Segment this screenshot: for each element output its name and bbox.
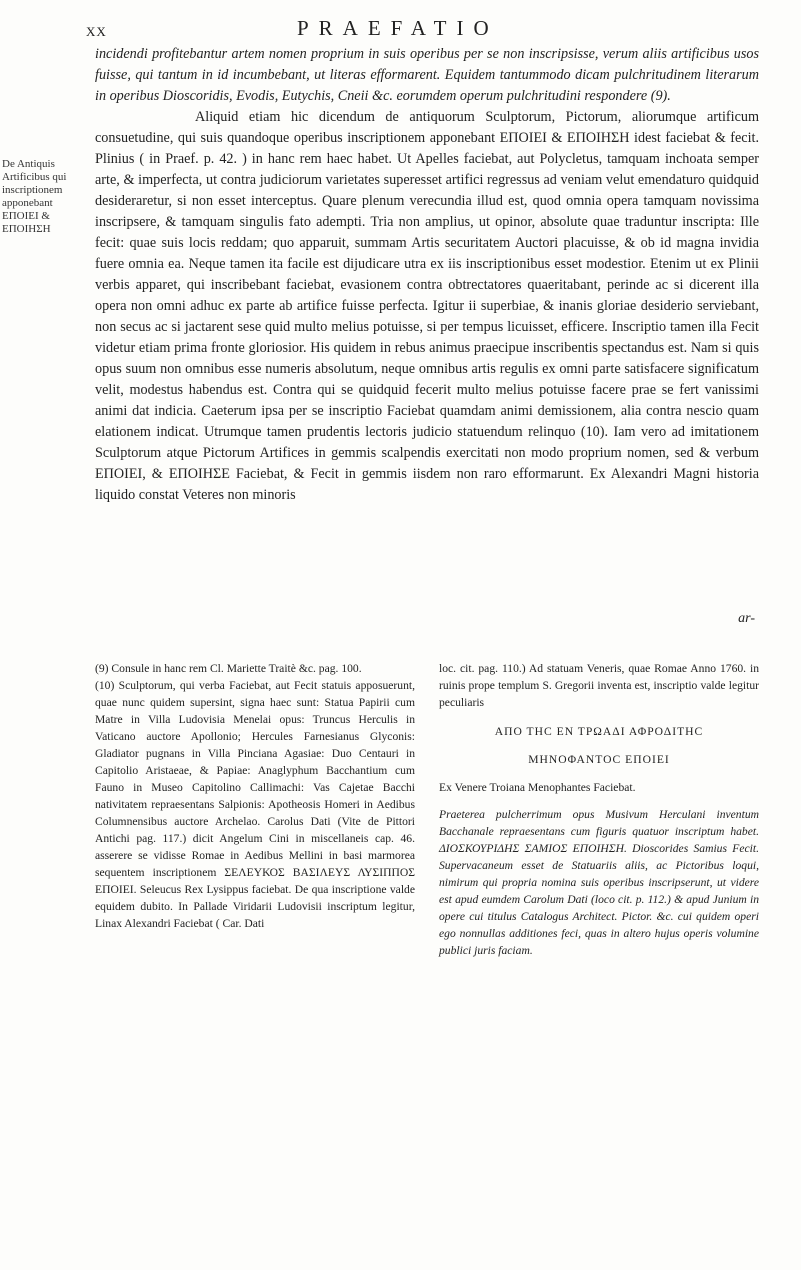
inscription-line: ΑΠΟ ΤΗC ΕΝ ΤΡΩΑΔΙ ΑΦΡΟΔΙΤΗC (494, 725, 704, 738)
main-text (95, 44, 759, 506)
footnote: (9) Consule in hanc rem Cl. Mariette Traitè &c. pag. 100. (95, 662, 362, 675)
footnote-column-right (439, 660, 759, 959)
margin-note: De Antiquis Artificibus qui inscriptionem apponebant EΠΟΙΕΙ & EΠΟΙΗΣΗ (2, 158, 67, 235)
footnote-column-left (95, 660, 415, 959)
footnote: loc. cit. pag. 110.) Ad statuam Veneris, quae Romae Anno 1760. in ruinis prope templum S. Gregorii inventa est, inscriptio valde legitur peculiaris (439, 662, 759, 709)
running-head: PRAEFATIO (297, 16, 499, 40)
footnote: (10) Sculptorum, qui verba Faciebat, aut Fecit statuis apposuerunt, quae nunc quidem supersint, signa haec sunt: Statua Papirii cum Matre in Villa Ludovisia Menelai opus: Truncus Herculis in Vaticano auctore Apollonio; Hercules Farnesianus Glyconis: Gladiator pugnans in Villa Pinciana Agasiae: Duo Centauri in Capitolio Aristaeae, & Papiae: Anaglyphum Bacchantium cum Fauno in Museo Capitolino Callimachi: Vas Cajetae Bacchi nativitatem repraesentans Salpionis: Apotheosis Homeri in Aedibus Columnensibus auctore Archelao. Carolus Dati (Vite de Pittori Antichi pag. 117.) dicit Angelum Cini in miscellaneis cap. 46. asserere se vidisse Romae in Aedibus Mellini in basi marmorea sequentem inscriptionem ΣΕΛΕΥΚΟΣ ΒΑΣΙΛΕΥΣ ΛΥΣΙΠΠΟΣ ΕΠΟΙΕΙ. Seleucus Rex Lysippus faciebat. De qua inscriptione valde equidem dubito. In Pallade Viridarii Ludovisii inscriptum legitur, Linax Alexandri Faciebat ( Car. Dati (95, 679, 415, 930)
page-number: XX (86, 24, 107, 39)
inscription-line: ΜΗΝΟΦΑΝΤΟC ΕΠΟΙΕΙ (528, 753, 670, 766)
footnotes (95, 660, 759, 959)
footnote: Ex Venere Troiana Menophantes Faciebat. (439, 781, 636, 794)
paragraph: incidendi profitebantur artem nomen proprium in suis operibus per se non inscripsisse, verum aliis artificibus usos fuisse, qui tantum in id incumbebant, ut literas efformarent. Equidem tantummodo dicam pulchritudinem literarum in operibus Dioscoridis, Evodis, Eutychis, Cneii &c. eorumdem operum pulchritudini respondere (9). (95, 46, 759, 104)
footnote: Praeterea pulcherrimum opus Musivum Herculani inventum Bacchanale repraesentans cum figuris quatuor inscriptum habet. ΔΙΟΣΚΟΥΡΙΔΗΣ ΣΑΜΙΟΣ ΕΠΟΙΗΣΗ. Dioscorides Samius Fecit. Supervacaneum esset de Statuariis aliis, ac Pictoribus loqui, nimirum qui propria nomina suis operibus inscripserunt, ut videre est apud eumdem Carolum Dati (loco cit. p. 112.) & apud Junium in opere cui titulus Catalogus Architect. Pictor. &c. cui quidem operi ego nonnullas additiones feci, quas in altero hujus operis volumine publici juris faciam. (439, 808, 759, 957)
catchword: ar- (738, 611, 755, 626)
paragraph: Aliquid etiam hic dicendum de antiquorum Sculptorum, Pictorum, aliorumque artificum consuetudine, qui suis quandoque operibus inscriptionem apponebant EΠΟΙΕΙ & EΠΟΙΗΣΗ idest faciebat & fecit. Plinius ( in Praef. p. 42. ) in hanc rem haec habet. Ut Apelles faciebat, aut Polycletus, tamquam inchoata semper arte, & imperfecta, ut contra judiciorum varietates superesset artifici regressus ad veniam velut emendaturo quidquid desideraretur, si non esset interceptus. Quare plenum verecundia illud est, quod omnia opera tamquam novissima inscripsere, & tamquam singulis fato adempti. Tria non amplius, ut opinor, absolute quae traduntur inscripta: Ille fecit: quae suis locis reddam; quo apparuit, summam Artis securitatem Auctori placuisse, & ob id magna invidia fuere omnia ea. Neque tamen ita facile est dijudicare utra ex iis inscriptionibus esset modestior. Etenim ut ex Plinii verbis apparet, qui inscribebant faciebat, evasionem contra obtrectatores quaeritabant, perinde ac si dicerent illa opera non omni adhuc ex parte ab artifice fuisse perfecta. Igitur ii superbiae, & inanis gloriae desiderio serviebant, non secus ac si jactarent sese quid multo melius potuisse, si per tempus licuisset, efficere. Inscriptio tamen illa Fecit videtur etiam prima fronte gloriosior. His quidem in rebus animus praecipue inscribentis spectandus est. Nam si quis opus suum non omnibus esse numeris absolutum, neque omnibus artis regulis ex omni parte satisfacere significatum velit, modestus habendus est. Contra qui se quidquid fecerit multo melius potuisse facere prae se fert vanissimi animi dat indicia. Caeterum ipsa per se inscriptio Faciebat quamdam animi demissionem, alia contra nescio quam elationem indicat. Utrumque tamen prudentis lectoris judicio statuendum relinquo (10). Iam vero ad imitationem Sculptorum atque Pictorum Artifices in gemmis scalpendis exercitati non modo proprium nomen, sed & verbum EΠΟΙΕΙ, & EΠΟΙΗΣΕ Faciebat, & Fecit in gemmis iisdem non raro efformarunt. Ex Alexandri Magni historia liquido constat Veteres non minoris (95, 109, 759, 503)
